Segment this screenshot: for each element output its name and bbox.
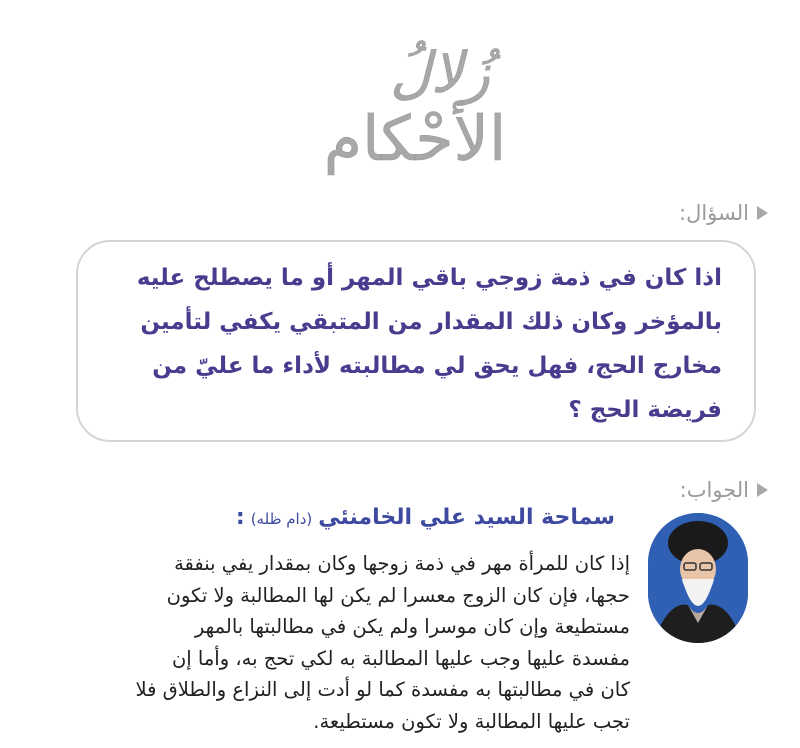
answer-line: مستطيعة وإن كان موسرا ولم يكن في مطالبتها بالمهر	[194, 615, 630, 638]
title-colon: :	[235, 505, 245, 530]
answer-line: تجب عليها المطالبة ولا تكون مستطيعة.	[313, 709, 630, 733]
question-box	[76, 240, 756, 442]
logo-line-1: زُلالُ	[390, 41, 490, 106]
scholar-portrait	[648, 513, 748, 643]
question-text: اذا كان في ذمة زوجي باقي المهر أو ما يصطلح عليه بالمؤخر وكان ذلك المقدار من المتبقي يكفي لتأمين مخارج الحج، فهل يحق لي مطالبته لأداء ما عليّ من فريضة الحج ؟	[136, 265, 722, 423]
question-label	[679, 201, 768, 225]
answer-line: إذا كان للمرأة مهر في ذمة زوجها وكان بمقدار يفي بنفقة	[174, 552, 630, 575]
answer-body	[60, 548, 630, 737]
scholar-title	[236, 505, 615, 530]
triangle-marker-icon	[757, 206, 768, 220]
triangle-marker-icon	[757, 483, 768, 497]
answer-label	[680, 478, 768, 502]
portrait-illustration-icon	[648, 513, 748, 643]
answer-label-text: الجواب:	[679, 478, 749, 502]
answer-line: حجها، فإن كان الزوج معسرا لم يكن لها المطالبة ولا تكون	[166, 583, 630, 607]
logo-line-2: الأحْكام	[323, 102, 507, 175]
scholar-name: سماحة السيد علي الخامنئي	[318, 505, 615, 530]
answer-line: كان في مطالبتها به مفسدة كما لو أدت إلى النزاع والطلاق فلا	[135, 678, 630, 701]
answer-line: مفسدة عليها وجب عليها المطالبة به لكي تحج به، وأما إن	[171, 646, 630, 670]
scholar-honorific: (دام ظله)	[250, 510, 313, 528]
question-label-text: السؤال:	[679, 201, 749, 225]
zulal-al-ahkam-logo	[290, 30, 540, 180]
